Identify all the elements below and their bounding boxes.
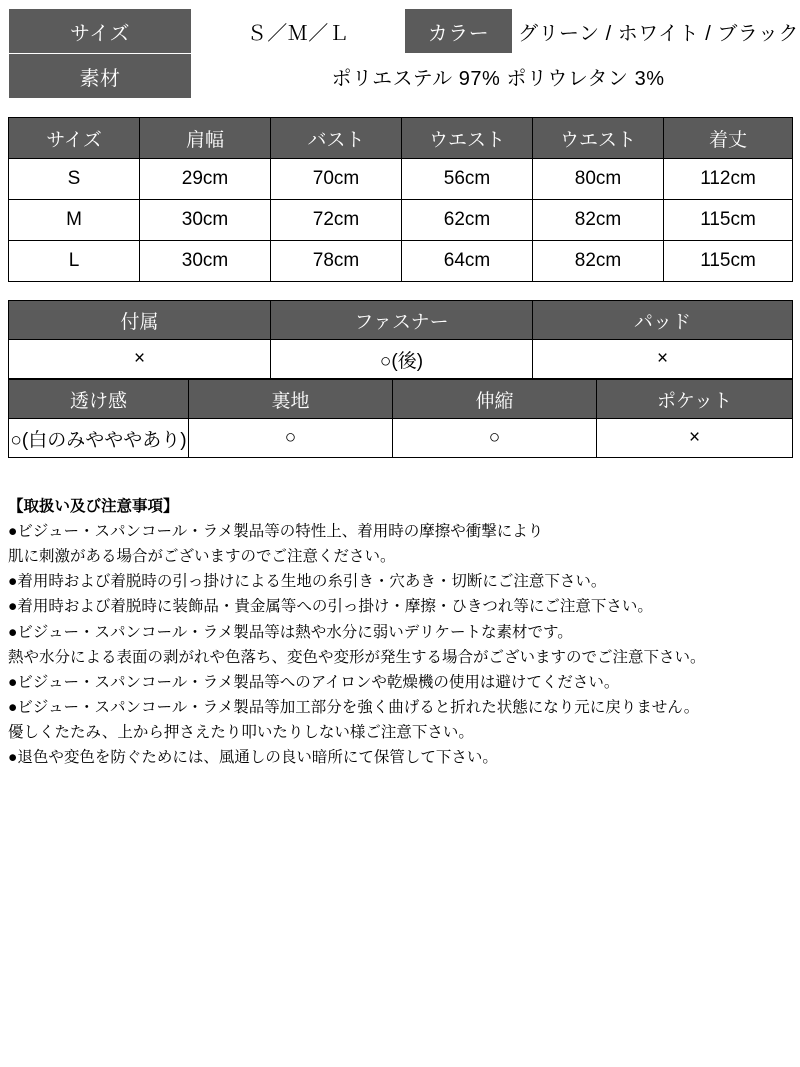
- attr-header-zipper: ファスナー: [271, 301, 533, 340]
- care-note-line: ●着用時および着脱時の引っ掛けによる生地の糸引き・穴あき・切断にご注意下さい。: [8, 573, 607, 591]
- spacer: [8, 282, 792, 300]
- size-cell: 78cm: [271, 241, 402, 282]
- table-row: [9, 241, 793, 282]
- attr-value-stretch: ○: [393, 419, 597, 458]
- care-note-line: 肌に刺激がある場合がございますのでご注意ください。: [8, 548, 396, 566]
- care-note-line: ●退色や変色を防ぐためには、風通しの良い暗所にて保管して下さい。: [8, 749, 498, 767]
- attr-value-zipper: ○(後): [271, 340, 533, 379]
- spec-label-size: サイズ: [9, 9, 192, 54]
- size-chart-header-cell: 着丈: [664, 118, 793, 159]
- care-note-line: ●ビジュー・スパンコール・ラメ製品等へのアイロンや乾燥機の使用は避けてください。: [8, 673, 620, 691]
- attr-header-sheerness: 透け感: [9, 380, 189, 419]
- table-row: [9, 200, 793, 241]
- size-chart-header-cell: バスト: [271, 118, 402, 159]
- attributes-value-row: [9, 419, 793, 458]
- attr-value-pad: ×: [533, 340, 793, 379]
- size-cell: 72cm: [271, 200, 402, 241]
- size-cell: 70cm: [271, 159, 402, 200]
- size-chart-header-cell: ウエスト: [402, 118, 533, 159]
- spec-table: [8, 8, 800, 99]
- size-chart-table: [8, 117, 793, 282]
- size-cell: 30cm: [140, 241, 271, 282]
- care-note-line: 熱や水分による表面の剥がれや色落ち、変色や変形が発生する場合がございますのでご注意下さい。: [8, 648, 706, 666]
- size-cell: 112cm: [664, 159, 793, 200]
- size-cell: S: [9, 159, 140, 200]
- table-row: [9, 54, 800, 99]
- table-row: [9, 9, 800, 54]
- spec-value-size: Ｓ／Ｍ／Ｌ: [192, 9, 405, 54]
- attr-value-sheerness: ○(白のみやややあり): [9, 419, 189, 458]
- size-cell: 56cm: [402, 159, 533, 200]
- size-cell: L: [9, 241, 140, 282]
- spec-value-color: グリーン / ホワイト / ブラック: [513, 9, 800, 54]
- size-cell: 29cm: [140, 159, 271, 200]
- care-note-line: ●ビジュー・スパンコール・ラメ製品等は熱や水分に弱いデリケートな素材です。: [8, 623, 573, 641]
- care-note-line: 優しくたたみ、上から押さえたり叩いたりしない様ご注意下さい。: [8, 723, 474, 741]
- attr-header-accessory: 付属: [9, 301, 271, 340]
- size-chart-header-cell: 肩幅: [140, 118, 271, 159]
- size-cell: 115cm: [664, 241, 793, 282]
- size-cell: 82cm: [533, 200, 664, 241]
- attr-header-stretch: 伸縮: [393, 380, 597, 419]
- attributes-top-table: [8, 300, 793, 379]
- size-cell: 62cm: [402, 200, 533, 241]
- attributes-header-row: [9, 380, 793, 419]
- spec-label-material: 素材: [9, 54, 192, 99]
- attr-value-pocket: ×: [597, 419, 793, 458]
- spec-label-color: カラー: [405, 9, 513, 54]
- care-note-line: ●ビジュー・スパンコール・ラメ製品等加工部分を強く曲げると折れた状態になり元に戻りません。: [8, 698, 700, 716]
- size-cell: 115cm: [664, 200, 793, 241]
- spec-value-material: ポリエステル 97% ポリウレタン 3%: [192, 54, 800, 99]
- size-cell: 80cm: [533, 159, 664, 200]
- attributes-bottom-table: [8, 379, 793, 458]
- care-notes: [8, 494, 792, 770]
- attributes-header-row: [9, 301, 793, 340]
- attributes-value-row: [9, 340, 793, 379]
- attr-value-accessory: ×: [9, 340, 271, 379]
- table-row: [9, 159, 793, 200]
- attr-header-pad: パッド: [533, 301, 793, 340]
- size-cell: 64cm: [402, 241, 533, 282]
- spacer: [8, 99, 792, 117]
- size-cell: M: [9, 200, 140, 241]
- care-notes-title: 【取扱い及び注意事項】: [8, 498, 179, 515]
- size-cell: 30cm: [140, 200, 271, 241]
- size-chart-header-cell: サイズ: [9, 118, 140, 159]
- care-note-line: ●ビジュー・スパンコール・ラメ製品等の特性上、着用時の摩擦や衝撃により: [8, 523, 544, 541]
- size-chart-header-cell: ウエスト: [533, 118, 664, 159]
- attr-header-lining: 裏地: [189, 380, 393, 419]
- size-cell: 82cm: [533, 241, 664, 282]
- attr-header-pocket: ポケット: [597, 380, 793, 419]
- care-note-line: ●着用時および着脱時に装飾品・貴金属等への引っ掛け・摩擦・ひきつれ等にご注意下さい。: [8, 598, 653, 616]
- size-chart-header-row: [9, 118, 793, 159]
- attr-value-lining: ○: [189, 419, 393, 458]
